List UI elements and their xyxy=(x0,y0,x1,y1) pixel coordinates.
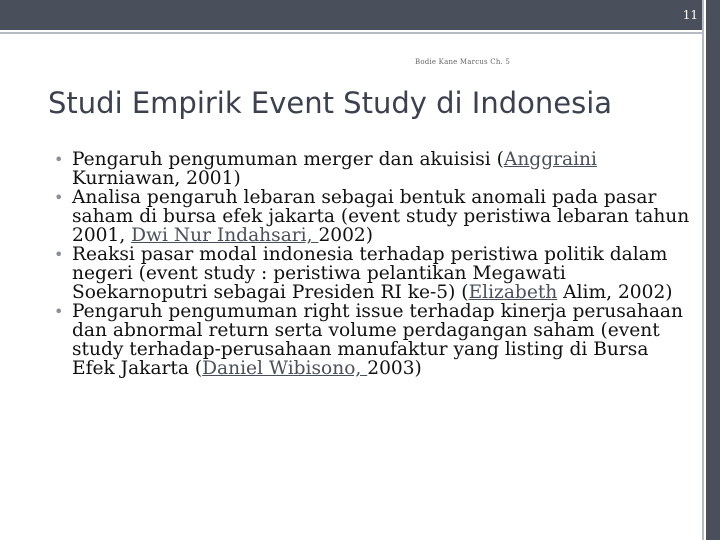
bullet-icon: • xyxy=(54,150,64,169)
bullet-text-tail: Alim, 2002) xyxy=(557,282,673,303)
citation-link[interactable]: Elizabeth xyxy=(468,282,558,303)
bullet-text: Pengaruh pengumuman right issue terhadap kinerja perusahaan dan abnormal return serta volume perdagangan saham (event study terhadap-perusahaan manufaktur yang listing di Bursa Efek Jakarta ( xyxy=(72,301,683,379)
bullet-text: Analisa pengaruh lebaran sebagai bentuk anomali pada pasar saham di bursa efek jakarta (event study peristiwa lebaran tahun 2001, xyxy=(72,187,690,246)
bullet-icon: • xyxy=(54,245,64,264)
bullet-item xyxy=(50,150,690,188)
bullet-item xyxy=(50,245,690,302)
bullet-text-tail: Kurniawan, 2001) xyxy=(72,168,241,189)
citation-link[interactable]: Dwi Nur Indahsari, xyxy=(131,225,319,246)
slide-side-bar xyxy=(706,0,720,540)
citation-link[interactable]: Anggraini xyxy=(503,149,597,170)
bullet-text-tail: 2002) xyxy=(318,225,374,246)
bullet-text-tail: 2003) xyxy=(367,358,422,379)
bullet-icon: • xyxy=(54,188,64,207)
slide-title: Studi Empirik Event Study di Indonesia xyxy=(48,86,613,120)
header-note: Bodie Kane Marcus Ch. 5 xyxy=(415,58,511,66)
bullet-icon: • xyxy=(54,302,64,321)
bullet-text: Pengaruh pengumuman merger dan akuisisi ( xyxy=(72,149,504,170)
side-divider xyxy=(702,0,704,540)
bullet-list xyxy=(50,150,690,378)
slide-top-bar xyxy=(0,0,704,30)
top-divider xyxy=(0,32,704,34)
bullet-item xyxy=(50,188,690,245)
bullet-text: Reaksi pasar modal indonesia terhadap peristiwa politik dalam negeri (event study : peristiwa pelantikan Megawati Soekarnoputri sebagai Presiden RI ke-5) ( xyxy=(72,244,668,303)
bullet-item xyxy=(50,302,690,378)
slide-number: 11 xyxy=(682,8,698,22)
citation-link[interactable]: Daniel Wibisono, xyxy=(202,358,368,379)
